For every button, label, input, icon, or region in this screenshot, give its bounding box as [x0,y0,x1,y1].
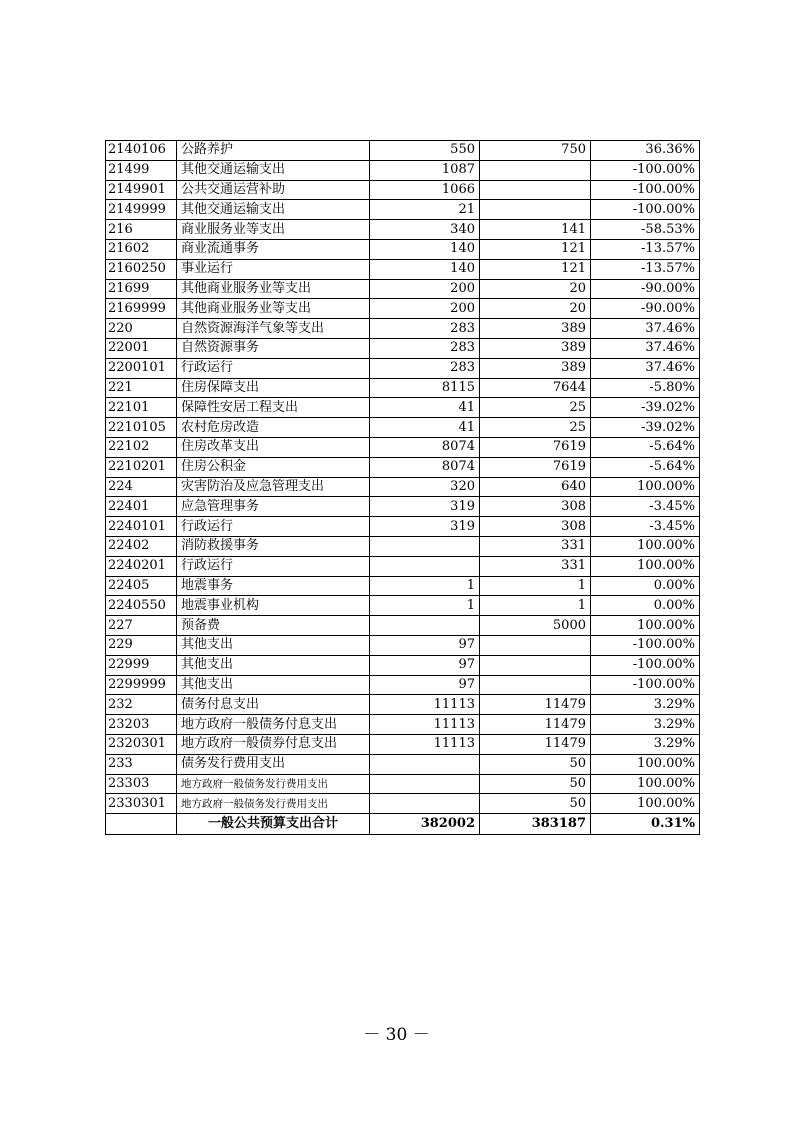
item-code-cell: 22101 [106,398,177,418]
table-row [106,220,700,240]
item-name-cell: 地震事业机构 [177,596,370,616]
current-year-amount-cell [480,160,591,180]
current-year-amount-cell: 7644 [480,378,591,398]
table-row [106,596,700,616]
item-name-cell: 债务付息支出 [177,695,370,715]
change-percent-cell: 3.29% [591,715,700,735]
current-year-amount-cell: 50 [480,754,591,774]
item-code-cell: 22402 [106,536,177,556]
prior-year-amount-cell [370,536,480,556]
item-name-cell: 事业运行 [177,259,370,279]
prior-year-amount-cell: 41 [370,398,480,418]
prior-year-amount-cell: 11113 [370,695,480,715]
change-percent-cell: 100.00% [591,616,700,636]
current-year-amount-cell [480,635,591,655]
change-percent-cell: 0.00% [591,576,700,596]
item-name-cell: 地方政府一般债务发行费用支出 [177,774,370,794]
prior-year-amount-cell: 550 [370,141,480,161]
table-row [106,616,700,636]
prior-year-amount-cell: 200 [370,299,480,319]
item-code-cell: 2149999 [106,200,177,220]
prior-year-amount-cell: 97 [370,655,480,675]
item-code-cell: 2149901 [106,180,177,200]
item-code-cell: 23203 [106,715,177,735]
change-percent-cell: -3.45% [591,497,700,517]
item-code-cell: 2140106 [106,141,177,161]
current-year-amount-cell: 308 [480,497,591,517]
item-name-cell: 商业流通事务 [177,239,370,259]
change-percent-cell: 3.29% [591,734,700,754]
item-name-cell: 一般公共预算支出合计 [177,814,370,835]
total-row [106,814,700,835]
item-name-cell: 农村危房改造 [177,418,370,438]
prior-year-amount-cell: 8074 [370,437,480,457]
item-name-cell: 公路养护 [177,141,370,161]
item-code-cell: 221 [106,378,177,398]
item-name-cell: 自然资源海洋气象等支出 [177,319,370,339]
prior-year-amount-cell: 97 [370,675,480,695]
current-year-amount-cell: 50 [480,774,591,794]
table-row [106,457,700,477]
table-row [106,378,700,398]
item-code-cell: 22405 [106,576,177,596]
item-code-cell: 2169999 [106,299,177,319]
current-year-amount-cell: 7619 [480,457,591,477]
change-percent-cell: -13.57% [591,259,700,279]
current-year-amount-cell: 640 [480,477,591,497]
change-percent-cell: -100.00% [591,160,700,180]
item-name-cell: 债务发行费用支出 [177,754,370,774]
prior-year-amount-cell: 320 [370,477,480,497]
item-code-cell: 2160250 [106,259,177,279]
table-row [106,734,700,754]
current-year-amount-cell [480,180,591,200]
current-year-amount-cell: 20 [480,279,591,299]
change-percent-cell: -90.00% [591,299,700,319]
change-percent-cell: -5.80% [591,378,700,398]
table-row [106,259,700,279]
item-name-cell: 地方政府一般债务发行费用支出 [177,794,370,814]
item-code-cell: 21602 [106,239,177,259]
table-row [106,556,700,576]
item-code-cell: 2330301 [106,794,177,814]
item-name-cell: 其他交通运输支出 [177,200,370,220]
item-code-cell: 233 [106,754,177,774]
table-row [106,477,700,497]
item-name-cell: 行政运行 [177,358,370,378]
item-code-cell: 2210201 [106,457,177,477]
change-percent-cell: -100.00% [591,655,700,675]
current-year-amount-cell [480,655,591,675]
prior-year-amount-cell: 283 [370,338,480,358]
current-year-amount-cell: 1 [480,596,591,616]
item-code-cell: 21699 [106,279,177,299]
prior-year-amount-cell [370,616,480,636]
page-number: － 30 － [363,1025,430,1045]
item-code-cell: 216 [106,220,177,240]
item-code-cell [106,814,177,835]
table-row [106,398,700,418]
prior-year-amount-cell: 1066 [370,180,480,200]
prior-year-amount-cell [370,754,480,774]
prior-year-amount-cell: 140 [370,239,480,259]
change-percent-cell: 100.00% [591,477,700,497]
item-code-cell: 220 [106,319,177,339]
current-year-amount-cell: 5000 [480,616,591,636]
prior-year-amount-cell [370,794,480,814]
prior-year-amount-cell: 1087 [370,160,480,180]
item-name-cell: 自然资源事务 [177,338,370,358]
change-percent-cell: 100.00% [591,754,700,774]
current-year-amount-cell: 383187 [480,814,591,835]
item-code-cell: 22001 [106,338,177,358]
table-body [106,141,700,835]
table-row [106,160,700,180]
item-code-cell: 232 [106,695,177,715]
item-code-cell: 2240201 [106,556,177,576]
change-percent-cell: 0.31% [591,814,700,835]
item-name-cell: 其他交通运输支出 [177,160,370,180]
current-year-amount-cell: 11479 [480,734,591,754]
table-row [106,437,700,457]
change-percent-cell: 100.00% [591,774,700,794]
prior-year-amount-cell: 8074 [370,457,480,477]
current-year-amount-cell: 1 [480,576,591,596]
prior-year-amount-cell [370,774,480,794]
change-percent-cell: -39.02% [591,398,700,418]
change-percent-cell: 36.36% [591,141,700,161]
table-row [106,536,700,556]
prior-year-amount-cell: 319 [370,497,480,517]
current-year-amount-cell: 50 [480,794,591,814]
current-year-amount-cell: 141 [480,220,591,240]
table-row [106,675,700,695]
prior-year-amount-cell: 140 [370,259,480,279]
prior-year-amount-cell [370,556,480,576]
item-code-cell: 22999 [106,655,177,675]
change-percent-cell: 37.46% [591,319,700,339]
change-percent-cell: -100.00% [591,200,700,220]
prior-year-amount-cell: 8115 [370,378,480,398]
item-name-cell: 预备费 [177,616,370,636]
item-name-cell: 其他支出 [177,675,370,695]
item-code-cell: 22401 [106,497,177,517]
item-code-cell: 2299999 [106,675,177,695]
change-percent-cell: -5.64% [591,437,700,457]
item-name-cell: 其他支出 [177,655,370,675]
item-name-cell: 行政运行 [177,517,370,537]
current-year-amount-cell: 389 [480,338,591,358]
current-year-amount-cell: 389 [480,319,591,339]
change-percent-cell: -13.57% [591,239,700,259]
prior-year-amount-cell: 283 [370,319,480,339]
current-year-amount-cell: 750 [480,141,591,161]
change-percent-cell: 3.29% [591,695,700,715]
change-percent-cell: 0.00% [591,596,700,616]
table-row [106,338,700,358]
current-year-amount-cell: 11479 [480,695,591,715]
item-name-cell: 其他支出 [177,635,370,655]
current-year-amount-cell: 7619 [480,437,591,457]
current-year-amount-cell [480,675,591,695]
change-percent-cell: -58.53% [591,220,700,240]
change-percent-cell: -39.02% [591,418,700,438]
item-code-cell: 2320301 [106,734,177,754]
prior-year-amount-cell: 97 [370,635,480,655]
current-year-amount-cell: 25 [480,418,591,438]
prior-year-amount-cell: 21 [370,200,480,220]
item-code-cell: 22102 [106,437,177,457]
item-code-cell: 224 [106,477,177,497]
item-name-cell: 商业服务业等支出 [177,220,370,240]
item-name-cell: 住房保障支出 [177,378,370,398]
item-name-cell: 公共交通运营补助 [177,180,370,200]
table-row [106,715,700,735]
current-year-amount-cell: 25 [480,398,591,418]
change-percent-cell: -100.00% [591,180,700,200]
item-name-cell: 地方政府一般债券付息支出 [177,734,370,754]
table-row [106,576,700,596]
item-name-cell: 住房改革支出 [177,437,370,457]
current-year-amount-cell: 389 [480,358,591,378]
change-percent-cell: 100.00% [591,556,700,576]
table-row [106,774,700,794]
prior-year-amount-cell: 1 [370,576,480,596]
change-percent-cell: -5.64% [591,457,700,477]
table-row [106,418,700,438]
item-code-cell: 2200101 [106,358,177,378]
budget-expenditure-table [105,140,700,835]
change-percent-cell: -100.00% [591,675,700,695]
table-row [106,180,700,200]
prior-year-amount-cell: 200 [370,279,480,299]
item-code-cell: 23303 [106,774,177,794]
change-percent-cell: -3.45% [591,517,700,537]
change-percent-cell: -90.00% [591,279,700,299]
item-name-cell: 灾害防治及应急管理支出 [177,477,370,497]
table-row [106,299,700,319]
prior-year-amount-cell: 11113 [370,734,480,754]
prior-year-amount-cell: 41 [370,418,480,438]
item-code-cell: 227 [106,616,177,636]
item-name-cell: 保障性安居工程支出 [177,398,370,418]
current-year-amount-cell: 11479 [480,715,591,735]
item-name-cell: 地震事务 [177,576,370,596]
current-year-amount-cell: 121 [480,259,591,279]
item-code-cell: 21499 [106,160,177,180]
change-percent-cell: 100.00% [591,794,700,814]
current-year-amount-cell: 308 [480,517,591,537]
table-row [106,754,700,774]
prior-year-amount-cell: 1 [370,596,480,616]
item-code-cell: 2240550 [106,596,177,616]
table-row [106,635,700,655]
item-name-cell: 行政运行 [177,556,370,576]
current-year-amount-cell [480,200,591,220]
prior-year-amount-cell: 319 [370,517,480,537]
table-row [106,655,700,675]
table-row [106,200,700,220]
item-name-cell: 应急管理事务 [177,497,370,517]
current-year-amount-cell: 331 [480,556,591,576]
table-row [106,794,700,814]
table-row [106,239,700,259]
item-name-cell: 消防救援事务 [177,536,370,556]
item-code-cell: 229 [106,635,177,655]
item-name-cell: 地方政府一般债务付息支出 [177,715,370,735]
table-row [106,279,700,299]
change-percent-cell: -100.00% [591,635,700,655]
item-code-cell: 2210105 [106,418,177,438]
change-percent-cell: 37.46% [591,338,700,358]
table-row [106,319,700,339]
current-year-amount-cell: 121 [480,239,591,259]
table-row [106,517,700,537]
current-year-amount-cell: 331 [480,536,591,556]
current-year-amount-cell: 20 [480,299,591,319]
item-name-cell: 住房公积金 [177,457,370,477]
change-percent-cell: 100.00% [591,536,700,556]
table-row [106,695,700,715]
prior-year-amount-cell: 340 [370,220,480,240]
table-row [106,497,700,517]
table-row [106,358,700,378]
item-name-cell: 其他商业服务业等支出 [177,299,370,319]
prior-year-amount-cell: 382002 [370,814,480,835]
item-name-cell: 其他商业服务业等支出 [177,279,370,299]
prior-year-amount-cell: 283 [370,358,480,378]
prior-year-amount-cell: 11113 [370,715,480,735]
change-percent-cell: 37.46% [591,358,700,378]
item-code-cell: 2240101 [106,517,177,537]
table-row [106,141,700,161]
